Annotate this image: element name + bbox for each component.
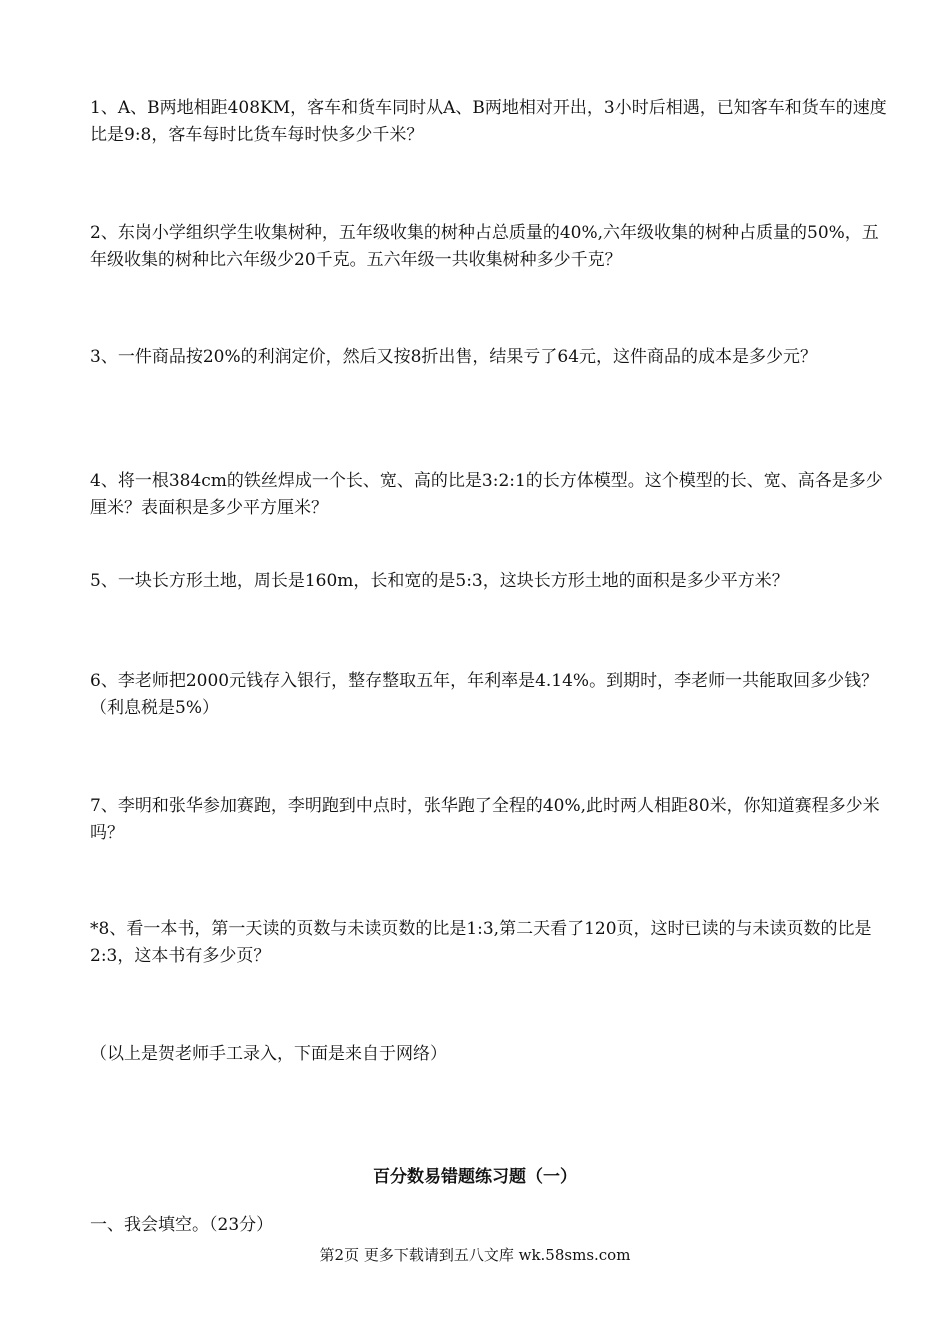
problem-5: 5、一块长方形土地，周长是160m，长和宽的是5:3，这块长方形土地的面积是多少平方米？ (90, 571, 789, 591)
section-heading: 一、我会填空。（23分） (90, 1215, 274, 1235)
problem-2: 2、东岗小学组织学生收集树种，五年级收集的树种占总质量的40%,六年级收集的树种占质量的50%，五年级收集的树种比六年级少20千克。五六年级一共收集树种多少千克？ (90, 223, 879, 270)
problem-7: 7、李明和张华参加赛跑，李明跑到中点时，张华跑了全程的40%,此时两人相距80米，你知道赛程多少米吗？ (90, 796, 880, 843)
problem-1: 1、A、B两地相距408KM，客车和货车同时从A、B两地相对开出，3小时后相遇，已知客车和货车的速度比是9:8，客车每时比货车每时快多少千米？ (90, 98, 887, 145)
problem-6: 6、李老师把2000元钱存入银行，整存整取五年，年利率是4.14%。到期时，李老师一共能取回多少钱？（利息税是5%） (90, 671, 879, 718)
problem-3: 3、一件商品按20%的利润定价，然后又按8折出售，结果亏了64元，这件商品的成本是多少元？ (90, 347, 818, 367)
problem-8: *8、看一本书，第一天读的页数与未读页数的比是1:3,第二天看了120页，这时已读的与未读页数的比是2:3，这本书有多少页？ (90, 919, 872, 966)
section-title: 百分数易错题练习题（一） (373, 1167, 577, 1187)
source-note: （以上是贺老师手工录入，下面是来自于网络） (90, 1044, 447, 1064)
page-footer: 第2页 更多下载请到五八文库 wk.58sms.com (319, 1246, 631, 1264)
problem-4: 4、将一根384cm的铁丝焊成一个长、宽、高的比是3:2:1的长方体模型。这个模型的长、宽、高各是多少厘米？表面积是多少平方厘米？ (90, 471, 883, 518)
